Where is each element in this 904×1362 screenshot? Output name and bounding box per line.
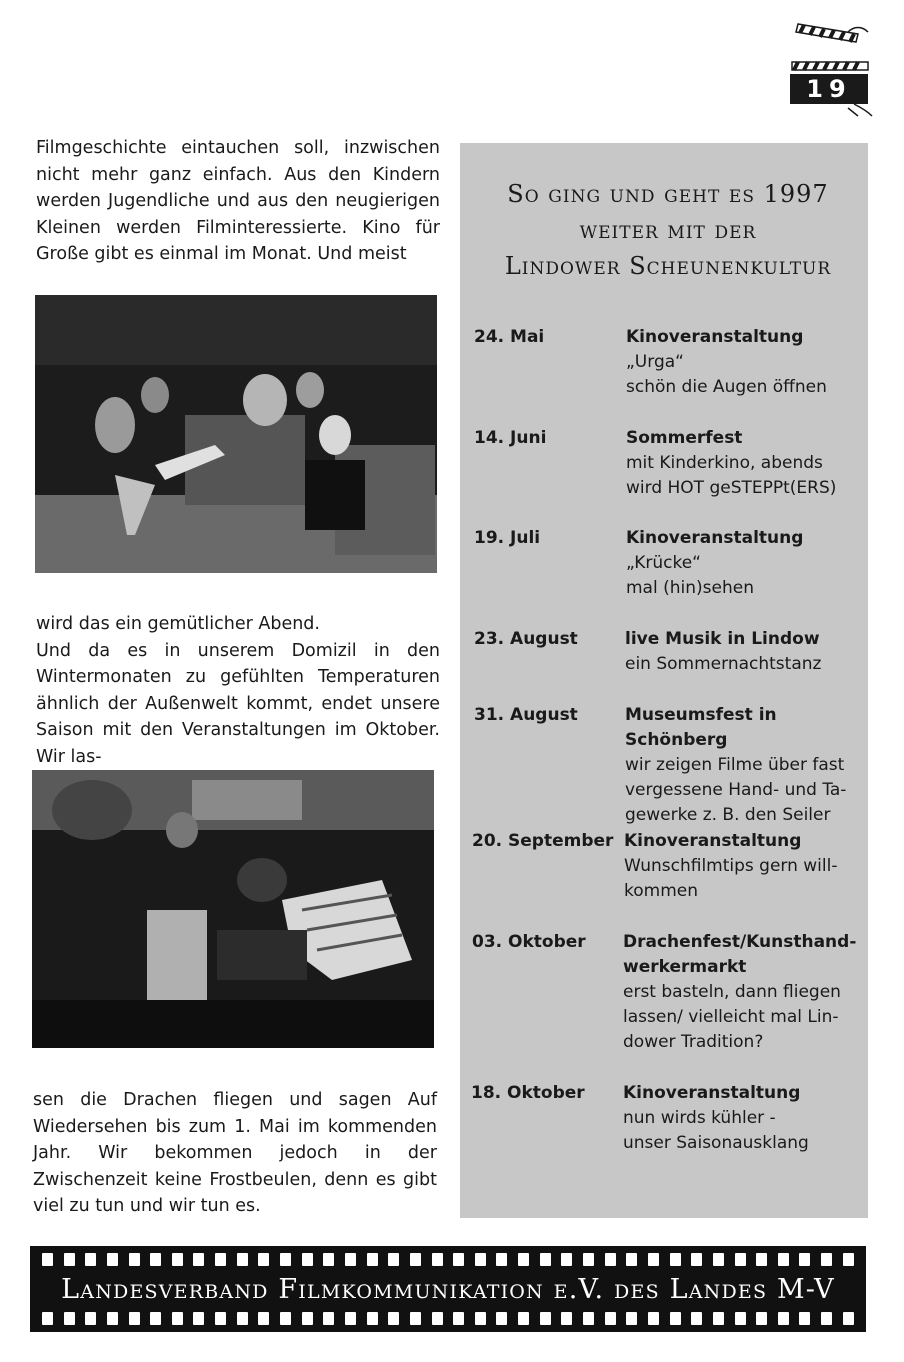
filmstrip-holes [42, 1312, 854, 1326]
panel-title-line: Lindower Scheunenkultur [504, 252, 832, 280]
event-date: 19. Juli [474, 528, 541, 548]
event-line: „Krücke“ [626, 553, 701, 573]
event-line: vergessene Hand- und Ta- [625, 780, 847, 800]
event-name: Kinoveranstaltung [626, 327, 804, 347]
article-text-top [36, 135, 440, 268]
event-name: werkermarkt [623, 957, 747, 977]
event-name: Kinoveranstaltung [626, 528, 804, 548]
filmstrip-footer [30, 1246, 866, 1332]
panel-title [470, 176, 866, 284]
event-line: wir zeigen Filme über fast [625, 755, 845, 775]
event-line: ein Sommernachtstanz [625, 654, 822, 674]
event-line: erst basteln, dann fliegen [623, 982, 841, 1002]
event-line: mal (hin)sehen [626, 578, 754, 598]
event-date: 24. Mai [474, 327, 545, 347]
paragraph: Und da es in unserem Domizil in den Wintermonaten zu gefühlten Temperaturen ähnlich der Außenwelt kommt, endet unsere Saison mit den Veranstaltungen im Oktober. Wir las- [36, 640, 440, 767]
event-date: 31. August [474, 705, 578, 725]
event-panel [460, 143, 868, 1218]
event-line: lassen/ vielleicht mal Lin- [623, 1007, 839, 1027]
clapperboard-icon [788, 12, 874, 122]
event-line: „Urga“ [626, 352, 684, 372]
event-date: 20. September [472, 831, 614, 851]
event-line: gewerke z. B. den Seiler [625, 805, 831, 825]
page-number: 19 [790, 74, 868, 104]
event-date: 23. August [474, 629, 578, 649]
event-line: Wunschfilmtips gern will- [624, 856, 838, 876]
paragraph: Filmgeschichte eintauchen soll, inzwischen nicht mehr ganz einfach. Aus den Kindern werden Jugendliche und aus den neugierigen Kleinen werden Filminteressierte. Kino für Große gibt es einmal im Monat. Und meist [36, 138, 440, 264]
event-line: kommen [624, 881, 698, 901]
event-date: 18. Oktober [471, 1083, 585, 1103]
event-line: unser Saisonausklang [623, 1133, 809, 1153]
paragraph: wird das ein gemütlicher Abend. [36, 614, 320, 634]
event-line: nun wirds kühler - [623, 1108, 776, 1128]
event-name: Drachenfest/Kunsthand- [623, 932, 857, 952]
event-line: dower Tradition? [623, 1032, 764, 1052]
article-text-middle [36, 611, 440, 770]
event-name: Museumsfest in Schönberg [625, 705, 777, 750]
paragraph: sen die Drachen fliegen und sagen Auf Wiedersehen bis zum 1. Mai im kommenden Jahr. Wir bekommen jedoch in der Zwischenzeit keine Frostbeulen, denn es gibt viel zu tun und wir tun es. [33, 1090, 437, 1216]
footer-text: Landesverband Filmkommunikation e.V. des Landes M-V [61, 1274, 835, 1305]
event-line: mit Kinderkino, abends [626, 453, 823, 473]
event-date: 14. Juni [474, 428, 547, 448]
event-line: wird HOT geSTEPPt(ERS) [626, 478, 837, 498]
event-name: live Musik in Lindow [625, 629, 820, 649]
panel-title-line: So ging und geht es 1997 [507, 180, 829, 208]
event-date: 03. Oktober [472, 932, 586, 952]
photo-kite-festival [32, 770, 434, 1048]
event-name: Sommerfest [626, 428, 743, 448]
event-name: Kinoveranstaltung [623, 1083, 801, 1103]
photo-cinema-audience [35, 295, 437, 573]
event-line: schön die Augen öffnen [626, 377, 827, 397]
event-name: Kinoveranstaltung [624, 831, 802, 851]
panel-title-line: weiter mit der [579, 216, 757, 244]
filmstrip-holes [42, 1253, 854, 1267]
article-text-bottom [33, 1087, 437, 1220]
